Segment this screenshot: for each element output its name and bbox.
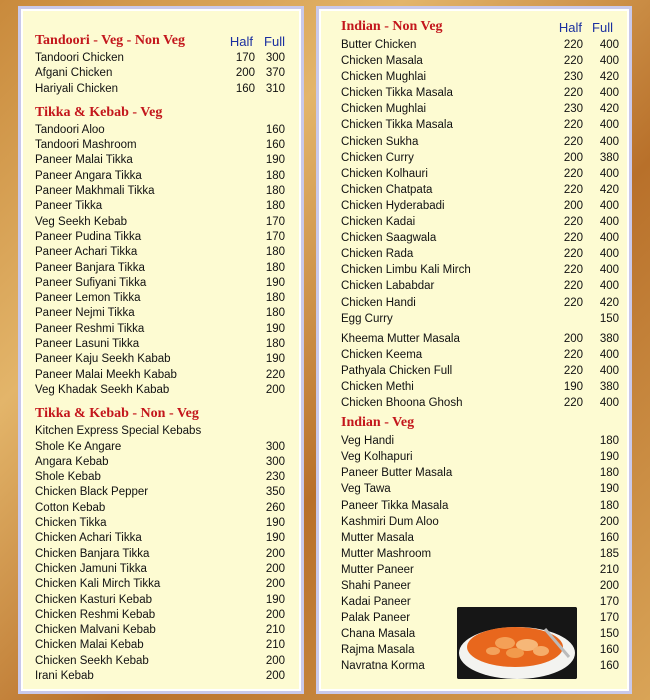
item-name: Chicken Rada: [341, 248, 414, 261]
menu-item: [319, 37, 629, 53]
menu-item: [21, 470, 301, 485]
section-heading: [21, 103, 301, 123]
full-price: 300: [265, 52, 285, 64]
item-name: Butter Chicken: [341, 39, 417, 51]
menu-item: [21, 501, 301, 516]
full-price: 170: [265, 230, 285, 243]
full-price: 400: [599, 199, 619, 212]
full-price: 400: [599, 119, 619, 132]
item-name: Chicken Saagwala: [341, 232, 437, 245]
menu-item: [319, 150, 629, 166]
section-title: Indian - Veg: [341, 415, 415, 431]
half-price: 220: [563, 55, 583, 68]
item-name: Paneer Kaju Seekh Kabab: [35, 353, 171, 366]
full-price: 400: [599, 397, 619, 410]
item-name: Chicken Handi: [341, 296, 416, 309]
full-price: 150: [599, 628, 619, 641]
menu-item: [21, 276, 301, 291]
full-price: 400: [599, 135, 619, 148]
half-price: 220: [563, 348, 583, 361]
section-title: Tikka & Kebab - Non - Veg: [35, 406, 199, 422]
full-price: 420: [599, 71, 619, 84]
menu-item: [21, 230, 301, 245]
menu-item: [21, 608, 301, 623]
menu-item: [21, 123, 301, 138]
item-name: Paneer Tikka: [35, 200, 103, 213]
menu-item: [319, 311, 629, 327]
menu-item: [21, 593, 301, 608]
menu-item: [319, 626, 629, 642]
item-name: Navratna Korma: [341, 660, 425, 673]
half-price: 200: [235, 67, 255, 80]
menu-item: [319, 101, 629, 117]
left-menu-panel: [18, 6, 304, 694]
full-price: 400: [599, 39, 619, 51]
item-name: Chicken Chatpata: [341, 183, 433, 196]
item-name: Paneer Tikka Masala: [341, 499, 449, 512]
menu-item: [319, 117, 629, 133]
item-name: Chicken Reshmi Kebab: [35, 608, 156, 621]
menu-item: [319, 53, 629, 69]
menu-item: [319, 166, 629, 182]
half-price: 220: [563, 264, 583, 277]
full-price: 180: [265, 185, 285, 198]
menu-item: [319, 449, 629, 465]
item-name: Irani Kebab: [35, 669, 94, 682]
full-price: 160: [265, 139, 285, 152]
full-price: 420: [599, 296, 619, 309]
full-price: 190: [265, 593, 285, 606]
full-price: 160: [599, 531, 619, 544]
item-name: Chicken Mughlai: [341, 71, 427, 84]
item-name: Chana Masala: [341, 628, 416, 641]
item-name: Chicken Achari Tikka: [35, 532, 142, 545]
full-price: 300: [265, 440, 285, 453]
item-name: Veg Khadak Seekh Kabab: [35, 383, 170, 396]
full-price: 200: [265, 669, 285, 682]
full-price: 180: [599, 499, 619, 512]
half-label: Half: [229, 34, 253, 49]
menu-item: [21, 623, 301, 638]
half-price: 220: [563, 248, 583, 261]
section-heading: [21, 31, 301, 51]
full-label: Full: [592, 20, 613, 35]
menu-item: [319, 379, 629, 395]
right-menu-list: [319, 17, 629, 675]
full-price: 170: [265, 215, 285, 228]
menu-item: [21, 153, 301, 168]
full-price: 190: [265, 154, 285, 167]
menu-item: [21, 184, 301, 199]
half-price: 220: [563, 296, 583, 309]
menu-item: [21, 51, 301, 66]
full-price: 420: [599, 103, 619, 116]
menu-item: [21, 547, 301, 562]
menu-item: [319, 610, 629, 626]
menu-item: [21, 562, 301, 577]
full-price: 190: [265, 532, 285, 545]
half-price: 220: [563, 167, 583, 180]
item-name: Paneer Malai Meekh Kabab: [35, 368, 177, 381]
full-price: 190: [265, 322, 285, 335]
menu-item: [21, 245, 301, 260]
item-name: Chicken Bhoona Ghosh: [341, 397, 463, 410]
menu-item: [21, 577, 301, 592]
full-price: 180: [265, 169, 285, 182]
right-menu-panel: [316, 6, 632, 694]
half-price: 200: [563, 332, 583, 345]
full-price: 190: [599, 483, 619, 496]
item-name: Paneer Pudina Tikka: [35, 230, 142, 243]
item-name: Paneer Lemon Tikka: [35, 292, 141, 305]
full-price: 180: [265, 246, 285, 259]
item-name: Chicken Hyderabadi: [341, 199, 445, 212]
menu-item: [21, 516, 301, 531]
item-name: Chicken Methi: [341, 380, 414, 393]
half-price: 220: [563, 87, 583, 100]
full-price: 210: [265, 624, 285, 637]
menu-item: [319, 214, 629, 230]
full-price: 200: [265, 383, 285, 396]
menu-item: [21, 82, 301, 97]
menu-item: [21, 261, 301, 276]
item-name: Paneer Malai Tikka: [35, 154, 133, 167]
item-name: Chicken Tikka Masala: [341, 87, 453, 100]
full-price: 210: [599, 563, 619, 576]
full-price: 200: [599, 580, 619, 592]
half-price: 190: [563, 380, 583, 393]
full-price: 180: [265, 307, 285, 320]
full-price: 200: [265, 608, 285, 621]
full-price: 400: [599, 232, 619, 245]
full-price: 420: [599, 183, 619, 196]
item-name: Chicken Seekh Kebab: [35, 654, 149, 667]
full-price: 180: [265, 261, 285, 274]
half-price: 170: [235, 52, 255, 64]
menu-item: [21, 654, 301, 669]
half-price: 220: [563, 119, 583, 132]
full-price: 160: [265, 123, 285, 136]
full-price: 200: [265, 578, 285, 591]
menu-item: [319, 198, 629, 214]
item-name: Kashmiri Dum Aloo: [341, 515, 439, 528]
item-name: Paneer Butter Masala: [341, 467, 453, 480]
half-price: 220: [563, 183, 583, 196]
full-price: 170: [599, 612, 619, 625]
full-price: 400: [599, 280, 619, 293]
menu-item: [319, 530, 629, 546]
half-price: 220: [563, 39, 583, 51]
section-title: Tikka & Kebab - Veg: [35, 104, 163, 120]
menu-item: [319, 433, 629, 449]
item-name: Paneer Angara Tikka: [35, 169, 142, 182]
item-name: Chicken Mughlai: [341, 103, 427, 116]
full-price: 400: [599, 264, 619, 277]
half-price: 220: [563, 216, 583, 229]
full-price: 190: [265, 276, 285, 289]
full-price: 380: [599, 332, 619, 345]
full-price: 230: [265, 471, 285, 484]
menu-item: [21, 306, 301, 321]
item-name: Kheema Mutter Masala: [341, 332, 460, 345]
item-name: Chicken Limbu Kali Mirch: [341, 264, 471, 277]
item-name: Kitchen Express Special Kebabs: [35, 425, 202, 438]
menu-item: [21, 138, 301, 153]
item-name: Veg Tawa: [341, 483, 391, 496]
menu-item: [21, 322, 301, 337]
half-price: 220: [563, 135, 583, 148]
item-name: Chicken Banjara Tikka: [35, 547, 150, 560]
full-price: 350: [265, 486, 285, 499]
half-price: 230: [563, 71, 583, 84]
item-name: Paneer Nejmi Tikka: [35, 307, 135, 320]
menu-item: [21, 424, 301, 439]
item-name: Afgani Chicken: [35, 67, 113, 80]
menu-item: [21, 215, 301, 230]
menu-item: [319, 498, 629, 514]
menu-item: [21, 485, 301, 500]
section-heading: [21, 404, 301, 424]
menu-item: [21, 440, 301, 455]
full-price: 260: [265, 501, 285, 514]
menu-item: [319, 594, 629, 610]
full-price: 180: [265, 338, 285, 351]
full-price: 200: [599, 515, 619, 528]
menu-item: [319, 69, 629, 85]
full-price: 180: [265, 200, 285, 213]
menu-item: [319, 546, 629, 562]
item-name: Chicken Malvani Kebab: [35, 624, 156, 637]
item-name: Mutter Mashroom: [341, 547, 432, 560]
item-name: Cotton Kebab: [35, 501, 106, 514]
full-price: 160: [599, 644, 619, 657]
item-name: Paneer Sufiyani Tikka: [35, 276, 147, 289]
menu-item: [319, 481, 629, 497]
menu-item: [319, 278, 629, 294]
menu-item: [21, 199, 301, 214]
item-name: Paneer Banjara Tikka: [35, 261, 145, 274]
full-price: 400: [599, 55, 619, 68]
menu-item: [319, 562, 629, 578]
menu-item: [319, 85, 629, 101]
full-price: 180: [599, 467, 619, 480]
full-price: 400: [599, 364, 619, 377]
item-name: Chicken Curry: [341, 151, 414, 164]
item-name: Tandoori Mashroom: [35, 139, 137, 152]
section-heading: [319, 17, 629, 37]
item-name: Paneer Achari Tikka: [35, 246, 138, 259]
section-title: Indian - Non Veg: [341, 19, 443, 34]
item-name: Chicken Tikka: [35, 517, 107, 530]
menu-item: [319, 363, 629, 379]
menu-item: [319, 465, 629, 481]
half-price: 200: [563, 199, 583, 212]
half-price: 220: [563, 364, 583, 377]
item-name: Chicken Kadai: [341, 216, 416, 229]
menu-item: [319, 262, 629, 278]
half-price: 220: [563, 232, 583, 245]
item-name: Chicken Black Pepper: [35, 486, 149, 499]
menu-item: [21, 638, 301, 653]
full-price: 200: [265, 562, 285, 575]
menu-item: [319, 642, 629, 658]
item-name: Chicken Kali Mirch Tikka: [35, 578, 161, 591]
menu-item: [319, 295, 629, 311]
menu-item: [21, 455, 301, 470]
menu-item: [21, 383, 301, 398]
item-name: Chicken Keema: [341, 348, 423, 361]
full-price: 400: [599, 348, 619, 361]
item-name: Chicken Kasturi Kebab: [35, 593, 152, 606]
item-name: Chicken Kolhauri: [341, 167, 428, 180]
section-heading: [319, 413, 629, 433]
item-name: Chicken Sukha: [341, 135, 419, 148]
full-price: 400: [599, 167, 619, 180]
menu-item: [319, 331, 629, 347]
menu-item: [21, 169, 301, 184]
full-price: 400: [599, 248, 619, 261]
full-price: 190: [599, 451, 619, 464]
full-price: 380: [599, 380, 619, 393]
full-price: 160: [599, 660, 619, 673]
full-price: 370: [265, 67, 285, 80]
menu-item: [21, 531, 301, 546]
full-price: 200: [265, 654, 285, 667]
full-price: 170: [599, 596, 619, 609]
full-price: 210: [265, 639, 285, 652]
item-name: Paneer Lasuni Tikka: [35, 338, 140, 351]
full-price: 400: [599, 87, 619, 100]
menu-item: [21, 669, 301, 684]
item-name: Palak Paneer: [341, 612, 411, 625]
menu-item: [21, 66, 301, 81]
full-price: 300: [265, 455, 285, 468]
menu-item: [21, 337, 301, 352]
full-label: Full: [264, 34, 285, 49]
left-menu-list: [21, 31, 301, 684]
item-name: Shole Ke Angare: [35, 440, 122, 453]
full-price: 400: [599, 216, 619, 229]
half-price: 220: [563, 397, 583, 410]
menu-item: [319, 230, 629, 246]
full-price: 190: [265, 353, 285, 366]
item-name: Veg Handi: [341, 435, 395, 448]
item-name: Shole Kebab: [35, 471, 101, 484]
item-name: Rajma Masala: [341, 644, 415, 657]
item-name: Pathyala Chicken Full: [341, 364, 453, 377]
item-name: Paneer Reshmi Tikka: [35, 322, 145, 335]
menu-item: [319, 134, 629, 150]
half-price: 200: [563, 151, 583, 164]
item-name: Shahi Paneer: [341, 580, 411, 592]
full-price: 180: [599, 435, 619, 448]
full-price: 200: [265, 547, 285, 560]
item-name: Egg Curry: [341, 312, 393, 325]
full-price: 185: [599, 547, 619, 560]
half-label: Half: [558, 20, 582, 35]
menu-item: [319, 246, 629, 262]
half-price: 220: [563, 280, 583, 293]
item-name: Chicken Malai Kebab: [35, 639, 144, 652]
menu-item: [21, 368, 301, 383]
full-price: 150: [599, 312, 619, 325]
menu-item: [319, 514, 629, 530]
menu-item: [319, 182, 629, 198]
item-name: Hariyali Chicken: [35, 82, 119, 95]
item-name: Mutter Masala: [341, 531, 414, 544]
menu-item: [319, 395, 629, 411]
menu-item: [319, 347, 629, 363]
section-title: Tandoori - Veg - Non Veg: [35, 33, 186, 48]
item-name: Tandoori Aloo: [35, 123, 105, 136]
menu-item: [319, 658, 629, 674]
item-name: Veg Kolhapuri: [341, 451, 413, 464]
menu-item: [21, 352, 301, 367]
item-name: Tandoori Chicken: [35, 52, 124, 64]
full-price: 220: [265, 368, 285, 381]
full-price: 180: [265, 292, 285, 305]
item-name: Chicken Lababdar: [341, 280, 435, 293]
item-name: Chicken Tikka Masala: [341, 119, 453, 132]
full-price: 190: [265, 517, 285, 530]
half-price: 160: [235, 82, 255, 95]
item-name: Chicken Jamuni Tikka: [35, 562, 147, 575]
half-price: 230: [563, 103, 583, 116]
item-name: Chicken Masala: [341, 55, 423, 68]
item-name: Veg Seekh Kebab: [35, 215, 128, 228]
menu-item: [21, 291, 301, 306]
full-price: 380: [599, 151, 619, 164]
item-name: Paneer Makhmali Tikka: [35, 185, 155, 198]
item-name: Mutter Paneer: [341, 563, 414, 576]
item-name: Kadai Paneer: [341, 596, 411, 609]
menu-item: [319, 578, 629, 594]
item-name: Angara Kebab: [35, 455, 109, 468]
full-price: 310: [265, 82, 285, 95]
